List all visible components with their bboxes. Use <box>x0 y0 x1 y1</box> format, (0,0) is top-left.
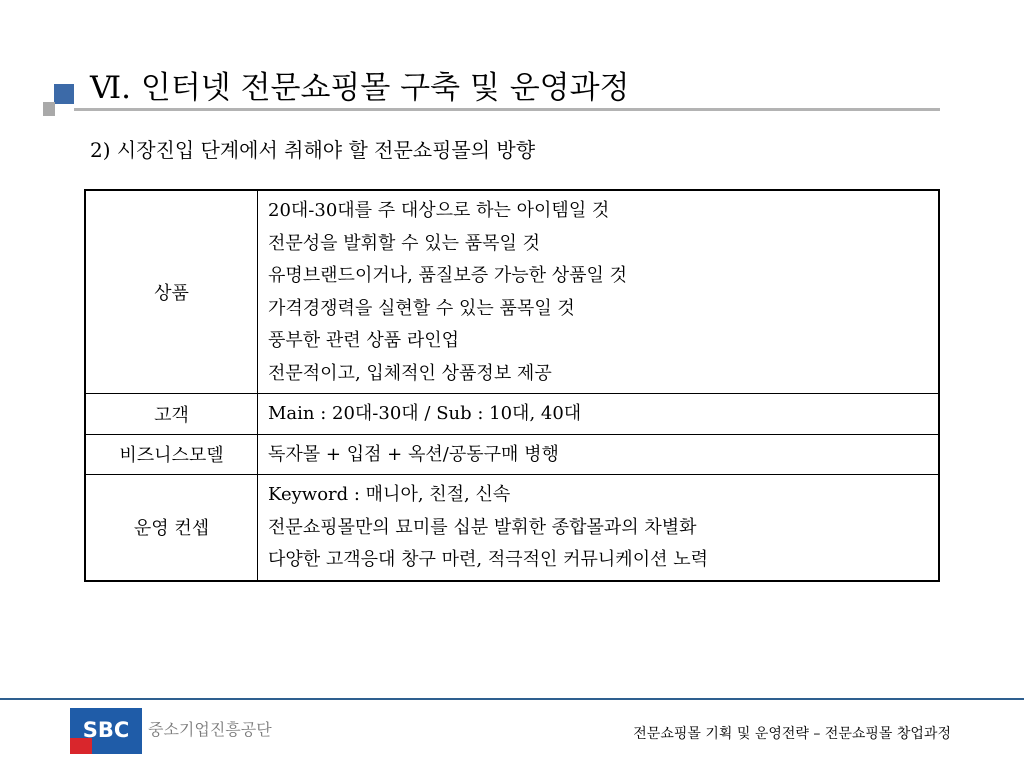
page-title: Ⅵ. 인터넷 전문쇼핑몰 구축 및 운영과정 <box>90 70 630 106</box>
sbc-logo <box>70 708 142 754</box>
detail-line: 전문적이고, 입체적인 상품정보 제공 <box>268 362 552 384</box>
table-row <box>85 475 939 581</box>
footer-caption: 전문쇼핑몰 기획 및 운영전략 – 전문쇼핑몰 창업과정 <box>633 726 951 742</box>
row-category-product: 상품 <box>85 190 258 394</box>
detail-line: 다양한 고객응대 창구 마련, 적극적인 커뮤니케이션 노력 <box>268 549 708 570</box>
row-details-customer <box>258 394 940 435</box>
detail-line: 20대-30대를 주 대상으로 하는 아이템일 것 <box>268 200 610 221</box>
detail-line: 전문성을 발휘할 수 있는 품목일 것 <box>268 232 541 254</box>
title-underline <box>74 108 940 111</box>
row-category-business-model: 비즈니스모델 <box>85 434 258 475</box>
row-category-customer: 고객 <box>85 394 258 435</box>
logo-text: SBC <box>82 718 130 742</box>
row-category-operation-concept: 운영 컨셉 <box>85 475 258 581</box>
org-name: 중소기업진흥공단 <box>148 720 272 739</box>
title-decoration-square-small <box>43 102 55 116</box>
title-decoration-square <box>54 84 74 104</box>
table-row <box>85 190 939 394</box>
row-details-business-model <box>258 434 940 475</box>
detail-line: 유명브랜드이거나, 품질보증 가능한 상품일 것 <box>268 265 627 286</box>
footer-divider <box>0 698 1024 700</box>
detail-line: 풍부한 관련 상품 라인업 <box>268 330 460 351</box>
detail-line: Keyword : 매니아, 친절, 신속 <box>268 484 511 505</box>
table-row <box>85 434 939 475</box>
detail-line: 독자몰 + 입점 + 옥션/공동구매 병행 <box>268 443 559 465</box>
detail-line: 전문쇼핑몰만의 묘미를 십분 발휘한 종합몰과의 차별화 <box>268 516 697 538</box>
table-row <box>85 394 939 435</box>
row-details-operation-concept <box>258 475 940 581</box>
detail-line: 가격경쟁력을 실현할 수 있는 품목일 것 <box>268 297 575 319</box>
direction-table <box>84 189 940 582</box>
section-subtitle: 2) 시장진입 단계에서 취해야 할 전문쇼핑몰의 방향 <box>90 138 536 162</box>
row-details-product <box>258 190 940 394</box>
detail-line: Main : 20대-30대 / Sub : 10대, 40대 <box>268 403 582 424</box>
